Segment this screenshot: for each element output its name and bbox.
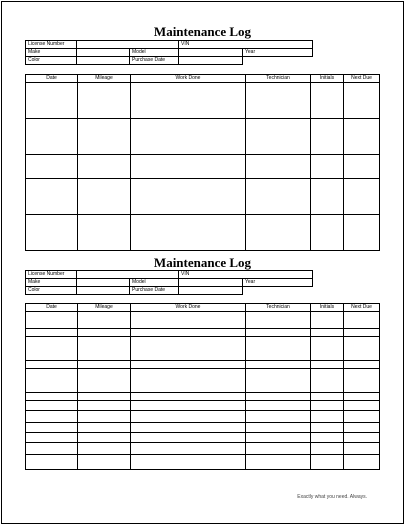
- mileage-cell[interactable]: [78, 433, 131, 443]
- next-due-cell[interactable]: [344, 393, 380, 401]
- initials-cell[interactable]: [311, 83, 344, 119]
- make-field[interactable]: [77, 279, 130, 287]
- technician-cell[interactable]: [246, 411, 311, 423]
- next-due-cell[interactable]: [344, 312, 380, 329]
- date-cell[interactable]: [26, 83, 78, 119]
- log-row: [26, 401, 380, 411]
- next-due-cell[interactable]: [344, 361, 380, 369]
- col-next-due-header: Next Due: [344, 75, 380, 83]
- log-row: [26, 337, 380, 361]
- date-cell[interactable]: [26, 215, 78, 251]
- initials-cell[interactable]: [311, 455, 344, 470]
- date-cell[interactable]: [26, 312, 78, 329]
- initials-cell[interactable]: [311, 401, 344, 411]
- license-number-field[interactable]: [77, 41, 179, 49]
- technician-cell[interactable]: [246, 83, 311, 119]
- initials-cell[interactable]: [311, 179, 344, 215]
- model-label: Model: [130, 279, 179, 287]
- mileage-cell[interactable]: [78, 455, 131, 470]
- next-due-cell[interactable]: [344, 83, 380, 119]
- technician-cell[interactable]: [246, 401, 311, 411]
- color-label: Color: [26, 57, 77, 65]
- purchase-date-field[interactable]: [179, 57, 243, 65]
- license-number-label: License Number: [26, 41, 77, 49]
- mileage-cell[interactable]: [78, 179, 131, 215]
- next-due-cell[interactable]: [344, 411, 380, 423]
- footer-tagline: Exactly what you need. Always.: [297, 494, 367, 500]
- work-done-cell[interactable]: [131, 155, 246, 179]
- date-cell[interactable]: [26, 411, 78, 423]
- work-done-cell[interactable]: [131, 401, 246, 411]
- col-mileage-header: Mileage: [78, 75, 131, 83]
- log-row: [26, 215, 380, 251]
- work-done-cell[interactable]: [131, 179, 246, 215]
- section-2-log-body: [26, 312, 380, 470]
- log-row: [26, 312, 380, 329]
- next-due-cell[interactable]: [344, 119, 380, 155]
- purchase-date-field[interactable]: [179, 287, 243, 295]
- vin-label: VIN: [181, 271, 190, 277]
- initials-cell[interactable]: [311, 423, 344, 433]
- work-done-cell[interactable]: [131, 337, 246, 361]
- technician-cell[interactable]: [246, 119, 311, 155]
- log-row: [26, 393, 380, 401]
- initials-cell[interactable]: [311, 443, 344, 455]
- date-cell[interactable]: [26, 329, 78, 337]
- technician-cell[interactable]: [246, 393, 311, 401]
- next-due-cell[interactable]: [344, 401, 380, 411]
- mileage-cell[interactable]: [78, 155, 131, 179]
- year-cell[interactable]: [243, 279, 313, 287]
- next-due-cell[interactable]: [344, 455, 380, 470]
- initials-cell[interactable]: [311, 329, 344, 337]
- next-due-cell[interactable]: [344, 155, 380, 179]
- mileage-cell[interactable]: [78, 337, 131, 361]
- mileage-cell[interactable]: [78, 423, 131, 433]
- col-initials-header: Initials: [311, 304, 344, 312]
- mileage-cell[interactable]: [78, 83, 131, 119]
- col-date-header: Date: [26, 75, 78, 83]
- mileage-cell[interactable]: [78, 401, 131, 411]
- date-cell[interactable]: [26, 337, 78, 361]
- technician-cell[interactable]: [246, 155, 311, 179]
- make-label: Make: [26, 49, 77, 57]
- work-done-cell[interactable]: [131, 369, 246, 393]
- section-1-vehicle-info: [25, 40, 313, 65]
- section-2-title: Maintenance Log: [153, 255, 252, 270]
- technician-cell[interactable]: [246, 329, 311, 337]
- work-done-cell[interactable]: [131, 443, 246, 455]
- work-done-cell[interactable]: [131, 83, 246, 119]
- next-due-cell[interactable]: [344, 215, 380, 251]
- work-done-cell[interactable]: [131, 215, 246, 251]
- log-row: [26, 179, 380, 215]
- mileage-cell[interactable]: [78, 119, 131, 155]
- initials-cell[interactable]: [311, 433, 344, 443]
- col-work-done-header: Work Done: [131, 75, 246, 83]
- technician-cell[interactable]: [246, 215, 311, 251]
- blank-cell: [243, 57, 313, 65]
- col-work-done-header: Work Done: [131, 304, 246, 312]
- technician-cell[interactable]: [246, 361, 311, 369]
- work-done-cell[interactable]: [131, 119, 246, 155]
- log-row: [26, 329, 380, 337]
- year-cell[interactable]: [243, 49, 313, 57]
- make-label: Make: [26, 279, 77, 287]
- form-page: [1, 1, 404, 524]
- technician-cell[interactable]: [246, 337, 311, 361]
- initials-cell[interactable]: [311, 312, 344, 329]
- work-done-cell[interactable]: [131, 433, 246, 443]
- date-cell[interactable]: [26, 455, 78, 470]
- license-number-label: License Number: [26, 271, 77, 279]
- mileage-cell[interactable]: [78, 312, 131, 329]
- section-2-vehicle-info: [25, 270, 313, 295]
- log-row: [26, 369, 380, 393]
- log-row: [26, 455, 380, 470]
- vin-label: VIN: [181, 41, 190, 47]
- mileage-cell[interactable]: [78, 361, 131, 369]
- date-cell[interactable]: [26, 369, 78, 393]
- technician-cell[interactable]: [246, 433, 311, 443]
- next-due-cell[interactable]: [344, 423, 380, 433]
- next-due-cell[interactable]: [344, 433, 380, 443]
- col-date-header: Date: [26, 304, 78, 312]
- date-cell[interactable]: [26, 423, 78, 433]
- vin-cell[interactable]: [179, 41, 313, 49]
- technician-cell[interactable]: [246, 455, 311, 470]
- work-done-cell[interactable]: [131, 411, 246, 423]
- log-row: [26, 411, 380, 423]
- date-cell[interactable]: [26, 433, 78, 443]
- work-done-cell[interactable]: [131, 393, 246, 401]
- model-field[interactable]: [179, 279, 243, 287]
- technician-cell[interactable]: [246, 369, 311, 393]
- next-due-cell[interactable]: [344, 179, 380, 215]
- initials-cell[interactable]: [311, 155, 344, 179]
- log-row: [26, 433, 380, 443]
- date-cell[interactable]: [26, 119, 78, 155]
- log-row: [26, 423, 380, 433]
- col-next-due-header: Next Due: [344, 304, 380, 312]
- date-cell[interactable]: [26, 401, 78, 411]
- section-1-log-table: [25, 74, 380, 251]
- blank-cell: [243, 287, 313, 295]
- initials-cell[interactable]: [311, 393, 344, 401]
- year-label: Year: [245, 279, 256, 285]
- work-done-cell[interactable]: [131, 329, 246, 337]
- color-field[interactable]: [77, 287, 130, 295]
- model-label: Model: [130, 49, 179, 57]
- initials-cell[interactable]: [311, 119, 344, 155]
- technician-cell[interactable]: [246, 312, 311, 329]
- date-cell[interactable]: [26, 361, 78, 369]
- work-done-cell[interactable]: [131, 455, 246, 470]
- next-due-cell[interactable]: [344, 443, 380, 455]
- date-cell[interactable]: [26, 155, 78, 179]
- col-technician-header: Technician: [246, 304, 311, 312]
- work-done-cell[interactable]: [131, 312, 246, 329]
- initials-cell[interactable]: [311, 215, 344, 251]
- log-row: [26, 119, 380, 155]
- section-2-log-table: [25, 303, 380, 470]
- work-done-cell[interactable]: [131, 423, 246, 433]
- initials-cell[interactable]: [311, 411, 344, 423]
- model-field[interactable]: [179, 49, 243, 57]
- technician-cell[interactable]: [246, 423, 311, 433]
- technician-cell[interactable]: [246, 443, 311, 455]
- color-field[interactable]: [77, 57, 130, 65]
- section-1-log-body: [26, 83, 380, 251]
- mileage-cell[interactable]: [78, 411, 131, 423]
- log-row: [26, 361, 380, 369]
- purchase-date-label: Purchase Date: [130, 57, 179, 65]
- log-row: [26, 443, 380, 455]
- next-due-cell[interactable]: [344, 329, 380, 337]
- work-done-cell[interactable]: [131, 361, 246, 369]
- initials-cell[interactable]: [311, 337, 344, 361]
- purchase-date-label: Purchase Date: [130, 287, 179, 295]
- color-label: Color: [26, 287, 77, 295]
- log-row: [26, 155, 380, 179]
- mileage-cell[interactable]: [78, 393, 131, 401]
- initials-cell[interactable]: [311, 369, 344, 393]
- mileage-cell[interactable]: [78, 369, 131, 393]
- col-technician-header: Technician: [246, 75, 311, 83]
- col-mileage-header: Mileage: [78, 304, 131, 312]
- next-due-cell[interactable]: [344, 369, 380, 393]
- date-cell[interactable]: [26, 393, 78, 401]
- mileage-cell[interactable]: [78, 329, 131, 337]
- vin-cell[interactable]: [179, 271, 313, 279]
- next-due-cell[interactable]: [344, 337, 380, 361]
- section-1-title: Maintenance Log: [153, 24, 252, 39]
- date-cell[interactable]: [26, 179, 78, 215]
- mileage-cell[interactable]: [78, 443, 131, 455]
- mileage-cell[interactable]: [78, 215, 131, 251]
- initials-cell[interactable]: [311, 361, 344, 369]
- make-field[interactable]: [77, 49, 130, 57]
- date-cell[interactable]: [26, 443, 78, 455]
- license-number-field[interactable]: [77, 271, 179, 279]
- technician-cell[interactable]: [246, 179, 311, 215]
- year-label: Year: [245, 49, 256, 55]
- log-row: [26, 83, 380, 119]
- col-initials-header: Initials: [311, 75, 344, 83]
